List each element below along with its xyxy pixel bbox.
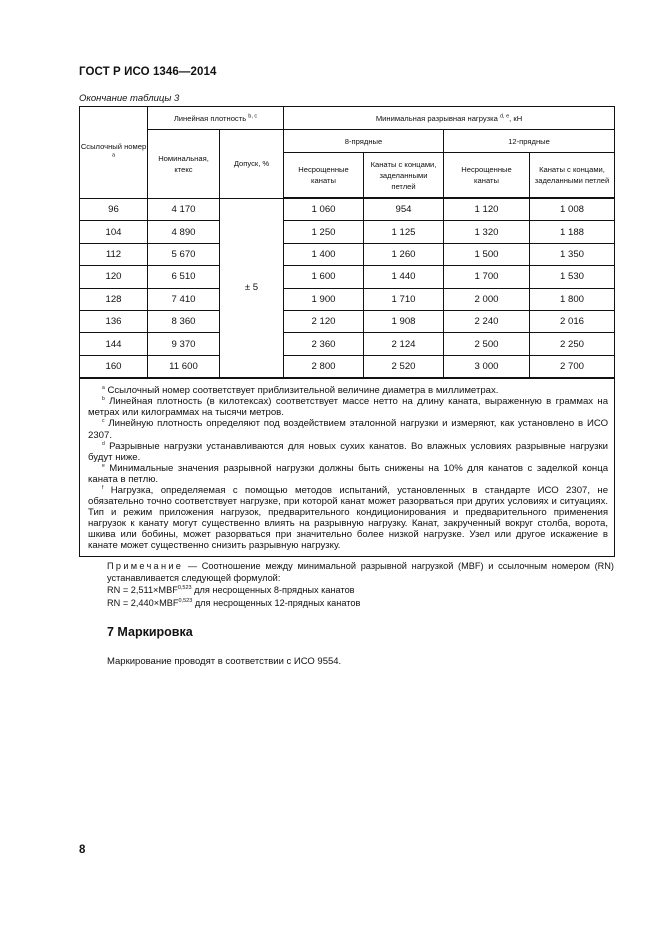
cell-ref: 128 bbox=[80, 288, 148, 310]
table-row bbox=[80, 266, 615, 288]
cell-8-unspliced: 2 120 bbox=[284, 310, 364, 332]
footnote: $^d$ Разрывные нагрузки устанавливаются для новых сухих канатов. Во влажных условиях разрывные нагрузки будут ниже. bbox=[88, 440, 609, 463]
header-nominal: Номинальная, ктекс bbox=[148, 130, 220, 199]
cell-ref: 160 bbox=[80, 355, 148, 378]
header-tolerance: Допуск, % bbox=[220, 130, 284, 199]
cell-12-unspliced: 1 500 bbox=[444, 243, 530, 265]
header-linear-density: Линейная плотность $^{b, c}$ bbox=[148, 107, 284, 130]
header-12-unspliced: Несрощенные канаты bbox=[444, 153, 530, 199]
cell-nominal: 4 890 bbox=[148, 221, 220, 243]
cell-ref: 144 bbox=[80, 333, 148, 355]
cell-8-unspliced: 1 600 bbox=[284, 266, 364, 288]
footnote: $^a$ Ссылочный номер соответствует приблизительной величине диаметра в миллиметрах. bbox=[102, 384, 499, 397]
cell-ref: 96 bbox=[80, 198, 148, 221]
section-body: Маркирование проводят в соответствии с ИСО 9554. bbox=[107, 656, 342, 667]
header-8-spliced: Канаты с концами, заделанными петлей bbox=[364, 153, 444, 199]
cell-12-spliced: 1 008 bbox=[530, 198, 615, 221]
note-block bbox=[107, 560, 614, 609]
cell-8-spliced: 1 908 bbox=[364, 310, 444, 332]
cell-8-spliced: 2 124 bbox=[364, 333, 444, 355]
cell-nominal: 4 170 bbox=[148, 198, 220, 221]
table-body bbox=[80, 198, 615, 556]
cell-8-spliced: 1 125 bbox=[364, 221, 444, 243]
header-12-strand: 12-прядные bbox=[444, 130, 615, 153]
cell-8-spliced: 954 bbox=[364, 198, 444, 221]
cell-ref: 112 bbox=[80, 243, 148, 265]
table-row bbox=[80, 288, 615, 310]
table-footnotes-row bbox=[80, 378, 615, 556]
cell-12-spliced: 1 188 bbox=[530, 221, 615, 243]
cell-8-spliced: 2 520 bbox=[364, 355, 444, 378]
cell-12-spliced: 1 350 bbox=[530, 243, 615, 265]
formula: RN = 2,511×MBF$^{0,523}$ для несрощенных 8-прядных канатов bbox=[107, 585, 355, 596]
footnote: $^c$ Линейную плотность определяют под воздействием эталонной нагрузки и измеряют, как установлено в ИСО 2307. bbox=[88, 418, 609, 441]
table-row bbox=[80, 355, 615, 378]
cell-12-unspliced: 2 000 bbox=[444, 288, 530, 310]
cell-12-spliced: 1 800 bbox=[530, 288, 615, 310]
header-ref-number: Ссылочный номер $^a$ bbox=[80, 107, 148, 199]
cell-8-unspliced: 2 360 bbox=[284, 333, 364, 355]
cell-tolerance: ± 5 bbox=[220, 198, 284, 378]
cell-8-unspliced: 1 060 bbox=[284, 198, 364, 221]
footnote: $^f$ Нагрузка, определяемая с помощью методов испытаний, установленных в стандарте ИСО 2307, не обязательно точно соответствует нагрузке, при которой канат может разорваться при других условиях и ситуациях. Тип и режим приложения нагрузок, предварительного кондиционирования и предварительного применения нагрузок к канату могут существенно влиять на разрывную нагрузку. Канат, закрученный вокруг столба, ворота, шкива или бобины, может разорваться при значительно более низкой нагрузке. Узел или другое искажение в канате может существенно снизить разрывную нагрузку. bbox=[88, 484, 609, 552]
section-title: 7 Маркировка bbox=[107, 625, 193, 639]
document-header: ГОСТ Р ИСО 1346—2014 bbox=[79, 66, 217, 78]
table-row bbox=[80, 310, 615, 332]
cell-12-unspliced: 2 240 bbox=[444, 310, 530, 332]
footnote: $^e$ Минимальные значения разрывной нагрузки должны быть снижены на 10% для канатов с заделкой конца каната в петлю. bbox=[88, 462, 609, 485]
cell-nominal: 5 670 bbox=[148, 243, 220, 265]
footnote: $^b$ Линейная плотность (в килотексах) соответствует массе нетто на длину каната, выраженную в граммах на метрах или килограммах на тысячи метров. bbox=[88, 396, 609, 419]
cell-ref: 120 bbox=[80, 266, 148, 288]
cell-12-unspliced: 1 320 bbox=[444, 221, 530, 243]
cell-8-unspliced: 2 800 bbox=[284, 355, 364, 378]
cell-12-unspliced: 3 000 bbox=[444, 355, 530, 378]
data-table bbox=[79, 106, 615, 557]
table-row bbox=[80, 243, 615, 265]
cell-12-unspliced: 2 500 bbox=[444, 333, 530, 355]
table-caption: Окончание таблицы 3 bbox=[79, 93, 180, 104]
page-number: 8 bbox=[79, 844, 86, 856]
header-8-unspliced: Несрощенные канаты bbox=[284, 153, 364, 199]
cell-12-spliced: 2 016 bbox=[530, 310, 615, 332]
cell-12-spliced: 1 530 bbox=[530, 266, 615, 288]
cell-12-unspliced: 1 120 bbox=[444, 198, 530, 221]
cell-12-spliced: 2 250 bbox=[530, 333, 615, 355]
note-text: Примечание — Соотношение между минимальной разрывной нагрузкой (MBF) и ссылочным номером (RN) устанавливается следующей формулой: bbox=[107, 561, 614, 584]
cell-8-unspliced: 1 900 bbox=[284, 288, 364, 310]
table-row bbox=[80, 221, 615, 243]
cell-8-spliced: 1 260 bbox=[364, 243, 444, 265]
table-row bbox=[80, 198, 615, 221]
header-8-strand: 8-прядные bbox=[284, 130, 444, 153]
note-label: Примечание bbox=[107, 561, 184, 571]
cell-nominal: 9 370 bbox=[148, 333, 220, 355]
cell-8-spliced: 1 710 bbox=[364, 288, 444, 310]
table-footnotes bbox=[80, 378, 615, 556]
cell-8-unspliced: 1 400 bbox=[284, 243, 364, 265]
cell-12-unspliced: 1 700 bbox=[444, 266, 530, 288]
cell-nominal: 8 360 bbox=[148, 310, 220, 332]
cell-ref: 104 bbox=[80, 221, 148, 243]
table-row bbox=[80, 333, 615, 355]
cell-12-spliced: 2 700 bbox=[530, 355, 615, 378]
cell-nominal: 11 600 bbox=[148, 355, 220, 378]
cell-nominal: 7 410 bbox=[148, 288, 220, 310]
cell-nominal: 6 510 bbox=[148, 266, 220, 288]
cell-8-unspliced: 1 250 bbox=[284, 221, 364, 243]
cell-ref: 136 bbox=[80, 310, 148, 332]
header-12-spliced: Канаты с концами, заделанными петлей bbox=[530, 153, 615, 199]
formula: RN = 2,440×MBF$^{0,523}$ для несрощенных 12-прядных канатов bbox=[107, 597, 361, 608]
header-min-breaking-load: Минимальная разрывная нагрузка $^{d, e}$, кН bbox=[284, 107, 615, 130]
cell-8-spliced: 1 440 bbox=[364, 266, 444, 288]
